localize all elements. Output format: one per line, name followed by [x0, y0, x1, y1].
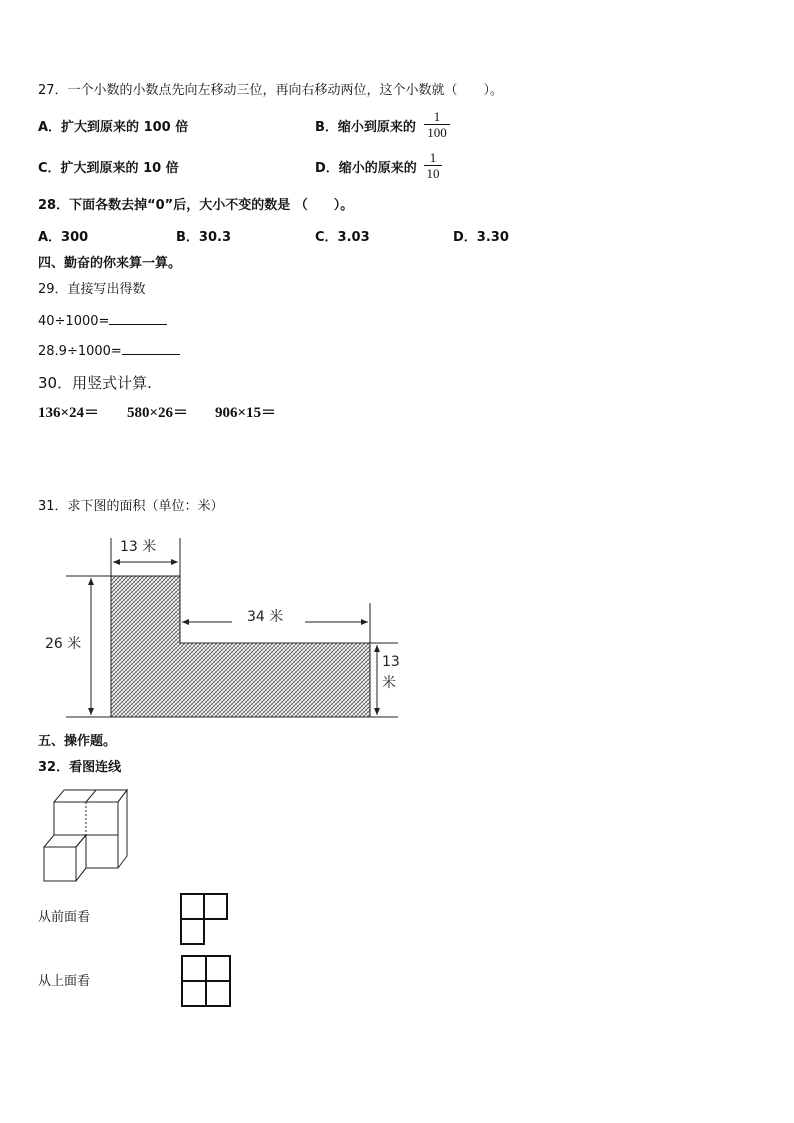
fraction-numerator: 1 [433, 109, 441, 124]
q27-option-b: B．缩小到原来的 [315, 120, 416, 135]
fraction-numerator: 1 [429, 150, 437, 165]
fraction-denominator: 100 [427, 125, 447, 140]
q30-expression-1: 136×24＝ [38, 405, 100, 421]
q28-option-a: A．300 [38, 230, 89, 245]
expression-text: 40÷1000= [38, 314, 110, 329]
q28-option-b: B．30.3 [176, 230, 231, 245]
q28-stem: 28．下面各数去掉“0”后，大小不变的数是 （ ）。 [38, 198, 354, 213]
right-height-unit: 米 [382, 675, 396, 691]
top-view-grid [182, 956, 230, 1006]
q30-stem: 30．用竖式计算. [38, 374, 152, 392]
section-five-heading: 五、操作题。 [38, 734, 117, 749]
q30-expression-2: 580×26＝ [127, 405, 189, 421]
q27-option-c: C．扩大到原来的 10 倍 [38, 161, 179, 176]
front-view-label: 从前面看 [38, 910, 91, 925]
front-view-grid [181, 894, 227, 944]
q27-stem: 27．一个小数的小数点先向左移动三位，再向右移动两位，这个小数就（ ）。 [38, 83, 504, 98]
q30-expression-3: 906×15＝ [215, 405, 277, 421]
top-view-label: 从上面看 [38, 974, 91, 989]
q28-option-c: C．3.03 [315, 230, 370, 245]
fraction-denominator: 10 [426, 166, 440, 181]
q31-stem: 31．求下图的面积（单位：米） [38, 499, 224, 514]
right-height-number: 13 [382, 654, 400, 670]
step-width-label: 34 米 [247, 609, 284, 625]
expression-text: 28.9÷1000= [38, 344, 122, 359]
top-width-label: 13 米 [120, 539, 157, 555]
section-four-heading: 四、勤奋的你来算一算。 [38, 256, 182, 271]
left-height-label: 26 米 [45, 636, 82, 652]
q28-option-d: D．3.30 [453, 230, 509, 245]
q32-stem: 32．看图连线 [38, 760, 122, 775]
q27-option-d: D．缩小的原来的 [315, 161, 417, 176]
q27-option-a: A．扩大到原来的 100 倍 [38, 120, 189, 135]
q29-stem: 29．直接写出得数 [38, 282, 146, 297]
